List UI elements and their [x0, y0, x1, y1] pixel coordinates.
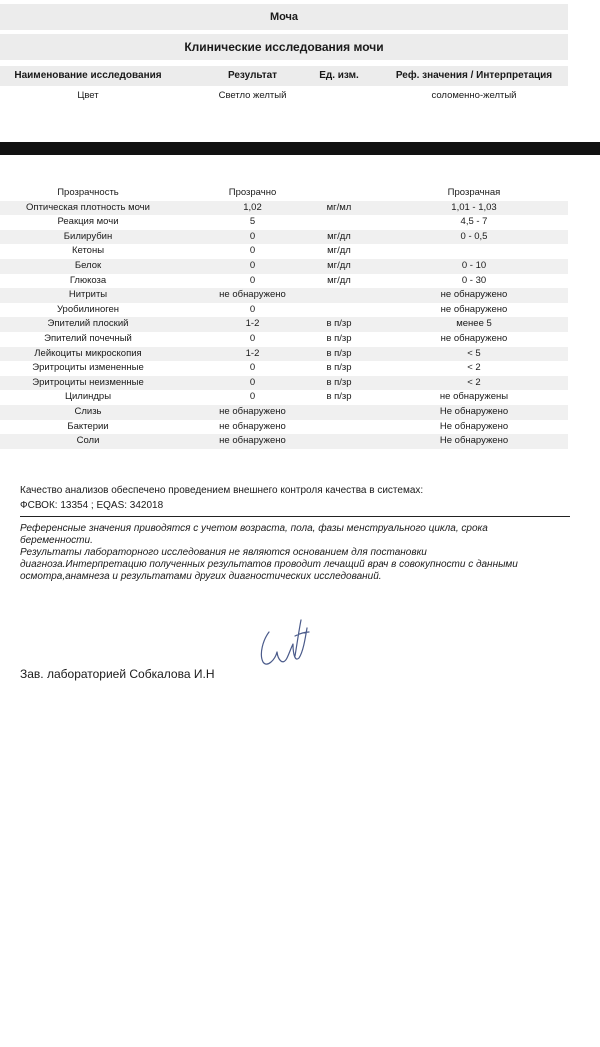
row-unit: в п/зр — [326, 391, 352, 403]
row-reference: 4,5 - 7 — [460, 216, 488, 228]
row-unit: мг/дл — [327, 245, 351, 257]
lab-head-signature-line: Зав. лабораторией Собкалова И.Н — [20, 667, 215, 681]
signature-image — [255, 610, 311, 672]
reference-note — [20, 523, 570, 583]
row-name: Эритроциты измененные — [32, 362, 144, 374]
table-row — [0, 244, 568, 259]
table-header — [0, 66, 568, 86]
note-line-1: Референсные значения приводятся с учетом возраста, пола, фазы менструального цикла, срока — [20, 523, 488, 534]
table-row — [0, 259, 568, 274]
table-row — [0, 201, 568, 216]
row-result: Светло желтый — [218, 90, 287, 101]
quality-line-1: Качество анализов обеспечено проведением внешнего контроля качества в системах: — [20, 485, 424, 496]
row-reference: Не обнаружено — [439, 405, 509, 417]
row-unit: в п/зр — [326, 332, 352, 344]
results-table — [0, 186, 568, 449]
row-result: 1-2 — [245, 347, 260, 359]
row-name: Оптическая плотность мочи — [26, 201, 150, 213]
row-reference: соломенно-желтый — [431, 90, 517, 101]
row-reference: 0 - 30 — [461, 274, 487, 286]
table-row — [0, 420, 568, 435]
row-result: 0 — [249, 259, 256, 271]
row-result: 0 — [249, 303, 256, 315]
row-result: не обнаружено — [219, 435, 286, 447]
row-result: 0 — [249, 362, 256, 374]
row-name: Уробилиноген — [56, 303, 120, 315]
row-result: 1-2 — [245, 318, 260, 330]
row-reference: Прозрачная — [447, 187, 501, 198]
table-row — [0, 376, 568, 391]
row-unit: мг/дл — [327, 259, 351, 271]
table-row — [0, 230, 568, 245]
row-reference: 1,01 - 1,03 — [451, 201, 497, 213]
row-name: Соли — [76, 435, 100, 447]
row-name: Нитриты — [68, 289, 108, 301]
row-reference: 0 - 0,5 — [460, 230, 488, 242]
row-result: Прозрачно — [228, 187, 277, 198]
table-row — [0, 274, 568, 289]
row-result: 0 — [249, 391, 256, 403]
note-line-2: беременности. — [20, 535, 93, 546]
column-header-name: Наименование исследования — [14, 70, 162, 81]
table-row — [0, 215, 568, 230]
quality-line-2: ФСВОК: 13354 ; EQAS: 342018 — [20, 500, 164, 511]
row-unit: мг/дл — [327, 230, 351, 242]
row-name: Эпителий почечный — [44, 332, 132, 344]
table-row — [0, 332, 568, 347]
table-row — [0, 186, 568, 201]
row-name: Белок — [74, 259, 102, 271]
table-row — [0, 405, 568, 420]
table-row — [0, 361, 568, 376]
row-reference: не обнаружено — [440, 303, 508, 315]
row-result: 1,02 — [243, 201, 262, 213]
row-reference: не обнаружено — [440, 332, 508, 344]
row-result: 0 — [249, 274, 256, 286]
column-header-unit: Ед. изм. — [319, 70, 359, 81]
row-name: Реакция мочи — [57, 216, 119, 228]
row-name: Цилиндры — [64, 391, 112, 403]
row-name: Бактерии — [67, 420, 109, 432]
row-result: 0 — [249, 332, 256, 344]
row-reference: Не обнаружено — [439, 435, 509, 447]
row-unit: мг/мл — [326, 201, 352, 213]
table-row — [0, 390, 568, 405]
divider-line — [20, 516, 570, 517]
table-row — [0, 347, 568, 362]
row-unit: мг/дл — [327, 274, 351, 286]
row-result: 0 — [249, 245, 256, 257]
row-name: Слизь — [74, 405, 102, 417]
row-reference: менее 5 — [456, 318, 492, 330]
table-row-color — [0, 89, 568, 104]
row-unit: в п/зр — [326, 347, 352, 359]
row-result: 5 — [249, 216, 256, 228]
row-reference: 0 - 10 — [461, 259, 487, 271]
row-name: Кетоны — [71, 245, 105, 257]
table-row — [0, 434, 568, 449]
row-unit: в п/зр — [326, 362, 352, 374]
row-reference: < 2 — [467, 376, 481, 388]
table-row — [0, 303, 568, 318]
note-line-5: осмотра,анамнеза и результатами других диагностических исследований. — [20, 571, 382, 582]
table-row — [0, 317, 568, 332]
row-name: Цвет — [77, 90, 99, 101]
row-result: не обнаружено — [219, 420, 286, 432]
row-reference: не обнаружено — [440, 289, 508, 301]
table-row — [0, 288, 568, 303]
row-reference: < 5 — [467, 347, 481, 359]
row-name: Эпителий плоский — [47, 318, 129, 330]
row-result: не обнаружено — [219, 289, 286, 301]
row-name: Глюкоза — [69, 274, 107, 286]
note-line-4: диагноза.Интерпретацию полученных результатов проводит лечащий врач в совокупности с данными — [20, 559, 518, 570]
row-result: 0 — [249, 376, 256, 388]
row-reference: Не обнаружено — [439, 420, 509, 432]
row-name: Билирубин — [63, 230, 113, 242]
row-result: не обнаружено — [219, 405, 286, 417]
column-header-result: Результат — [227, 70, 278, 81]
row-name: Эритроциты неизменные — [32, 376, 144, 388]
row-unit: в п/зр — [326, 376, 352, 388]
note-line-3: Результаты лабораторного исследования не являются основанием для постановки — [20, 547, 427, 558]
quality-statement — [20, 483, 423, 513]
column-header-reference: Реф. значения / Интерпретация — [395, 70, 553, 81]
section-header: Моча — [0, 4, 568, 30]
row-name: Прозрачность — [57, 187, 119, 198]
row-reference: < 2 — [467, 362, 481, 374]
report-title: Клинические исследования мочи — [0, 34, 568, 60]
row-unit: в п/зр — [326, 318, 352, 330]
row-result: 0 — [249, 230, 256, 242]
row-reference: не обнаружены — [439, 391, 509, 403]
row-name: Лейкоциты микроскопия — [34, 347, 142, 359]
black-divider-bar — [0, 142, 600, 155]
